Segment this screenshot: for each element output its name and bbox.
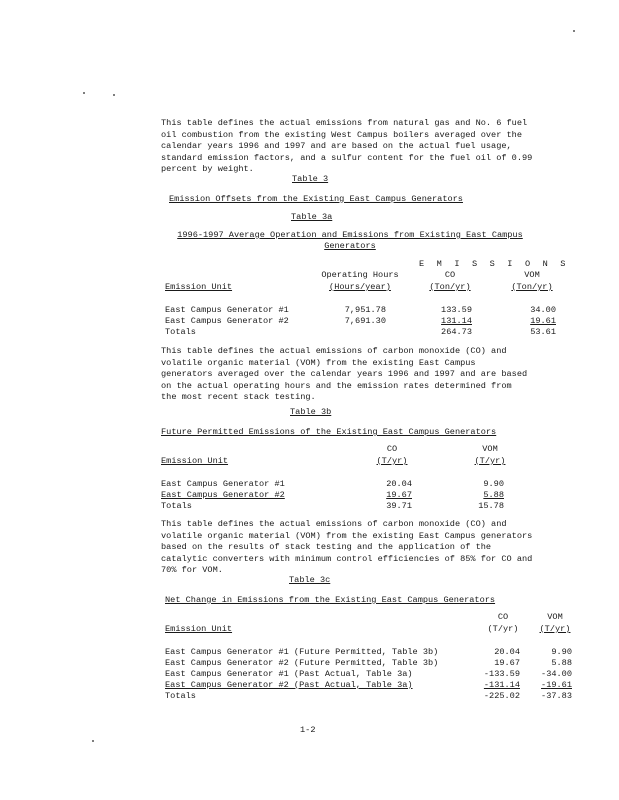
table-cell: 5.88 [551,658,572,668]
table-3a-col-unit: Emission Unit [165,282,233,292]
table-cell: -225.02 [483,691,520,701]
table-3a-caption: 1996-1997 Average Operation and Emissions from Existing East Campus Generators [177,230,523,251]
table-cell: 19.67 [494,658,520,668]
intro-paragraph: This table defines the actual emissions from natural gas and No. 6 fuel oil combustion from the existing West Campus boilers averaged over the calendar years 1996 and 1997 and are based on the actual fuel usage, standard emission factors, and a sulfur content for the fuel oil of 0.99 percent by weight. [161,118,533,175]
table-3a-col-hours-units: (Hours/year) [329,282,391,292]
table-row: East Campus Generator #1 (Past Actual, Table 3a) [165,669,413,679]
table-3c-col-unit: Emission Unit [165,624,233,634]
table-cell: -19.61 [541,680,572,690]
table-row: East Campus Generator #2 (Past Actual, Table 3a) [165,680,413,690]
table-3b-caption: Future Permitted Emissions of the Existing East Campus Generators [161,427,497,437]
table-3a-paragraph: This table defines the actual emissions of carbon monoxide (CO) and volatile organic material (VOM) from the existing East Campus generators averaged over the calendar years 1996 and 1997 and are based on the actual operating hours and the emission rates determined from the most recent stack testing. [161,346,528,403]
table-3a-col-co-units: (Ton/yr) [429,282,471,292]
table-cell: 19.61 [530,316,556,326]
table-3b-paragraph: This table defines the actual emissions of carbon monoxide (CO) and volatile organic material (VOM) from the existing East Campus generators based on the results of stack testing and the application of the catalytic converters with minimum control efficiencies of 85% for CO and 70% for VOM. [161,519,533,576]
table-3c-caption: Net Change in Emissions from the Existing East Campus Generators [165,595,496,605]
table-3b-col-vom: VOM [482,444,498,454]
table-cell: 5.88 [483,490,504,500]
table-cell: -34.00 [541,669,572,679]
table-cell: 39.71 [386,501,412,511]
table-cell: 19.67 [386,490,412,500]
table-3c-col-vom: VOM [547,612,563,622]
table-row: East Campus Generator #1 (Future Permitted, Table 3b) [165,647,439,657]
table-3a-col-co: CO [444,270,456,280]
table-totals-label: Totals [165,327,196,337]
scan-speck [83,92,85,94]
table-3c-col-co: CO [497,612,509,622]
table-3b-col-unit: Emission Unit [161,456,229,466]
table-3-title: Emission Offsets from the Existing East Campus Generators [169,194,463,204]
table-3c-col-vom-units: (T/yr) [539,624,571,634]
table-cell: -133.59 [483,669,520,679]
table-cell: 131.14 [441,316,472,326]
page-number: 1-2 [300,725,316,735]
scan-speck [573,30,575,32]
table-3b-col-co: CO [386,444,398,454]
table-3b-col-vom-units: (T/yr) [474,456,506,466]
table-cell: 9.90 [483,479,504,489]
table-row: East Campus Generator #2 [161,490,285,500]
table-row: East Campus Generator #2 [165,316,289,326]
table-cell: 133.59 [441,305,472,315]
table-totals-label: Totals [161,501,192,511]
table-cell: 15.78 [478,501,504,511]
table-3a-col-vom: VOM [524,270,540,280]
table-3a-col-hours: Operating Hours [321,270,399,280]
scan-speck [92,740,94,742]
table-cell: -131.14 [483,680,520,690]
table-cell: 7,951.78 [344,305,386,315]
scan-speck [113,94,115,96]
table-cell: 264.73 [441,327,472,337]
table-cell: 9.90 [551,647,572,657]
table-row: East Campus Generator #1 [165,305,289,315]
table-3-label: Table 3 [292,174,329,184]
table-3b-label: Table 3b [290,407,332,417]
table-cell: 34.00 [530,305,556,315]
table-cell: 20.04 [494,647,520,657]
table-3a-col-vom-units: (Ton/yr) [511,282,553,292]
table-totals-label: Totals [165,691,196,701]
table-3b-col-co-units: (T/yr) [376,456,408,466]
table-cell: 7,691.30 [344,316,386,326]
table-3c-label: Table 3c [289,575,331,585]
table-3a-label: Table 3a [291,212,333,222]
table-row: East Campus Generator #1 [161,479,285,489]
table-cell: -37.83 [541,691,572,701]
table-cell: 20.04 [386,479,412,489]
table-3a-emissions-header: EMISSIONS [419,259,578,269]
table-3c-col-co-units: (T/yr) [487,624,519,634]
table-row: East Campus Generator #2 (Future Permitted, Table 3b) [165,658,439,668]
table-cell: 53.61 [530,327,556,337]
